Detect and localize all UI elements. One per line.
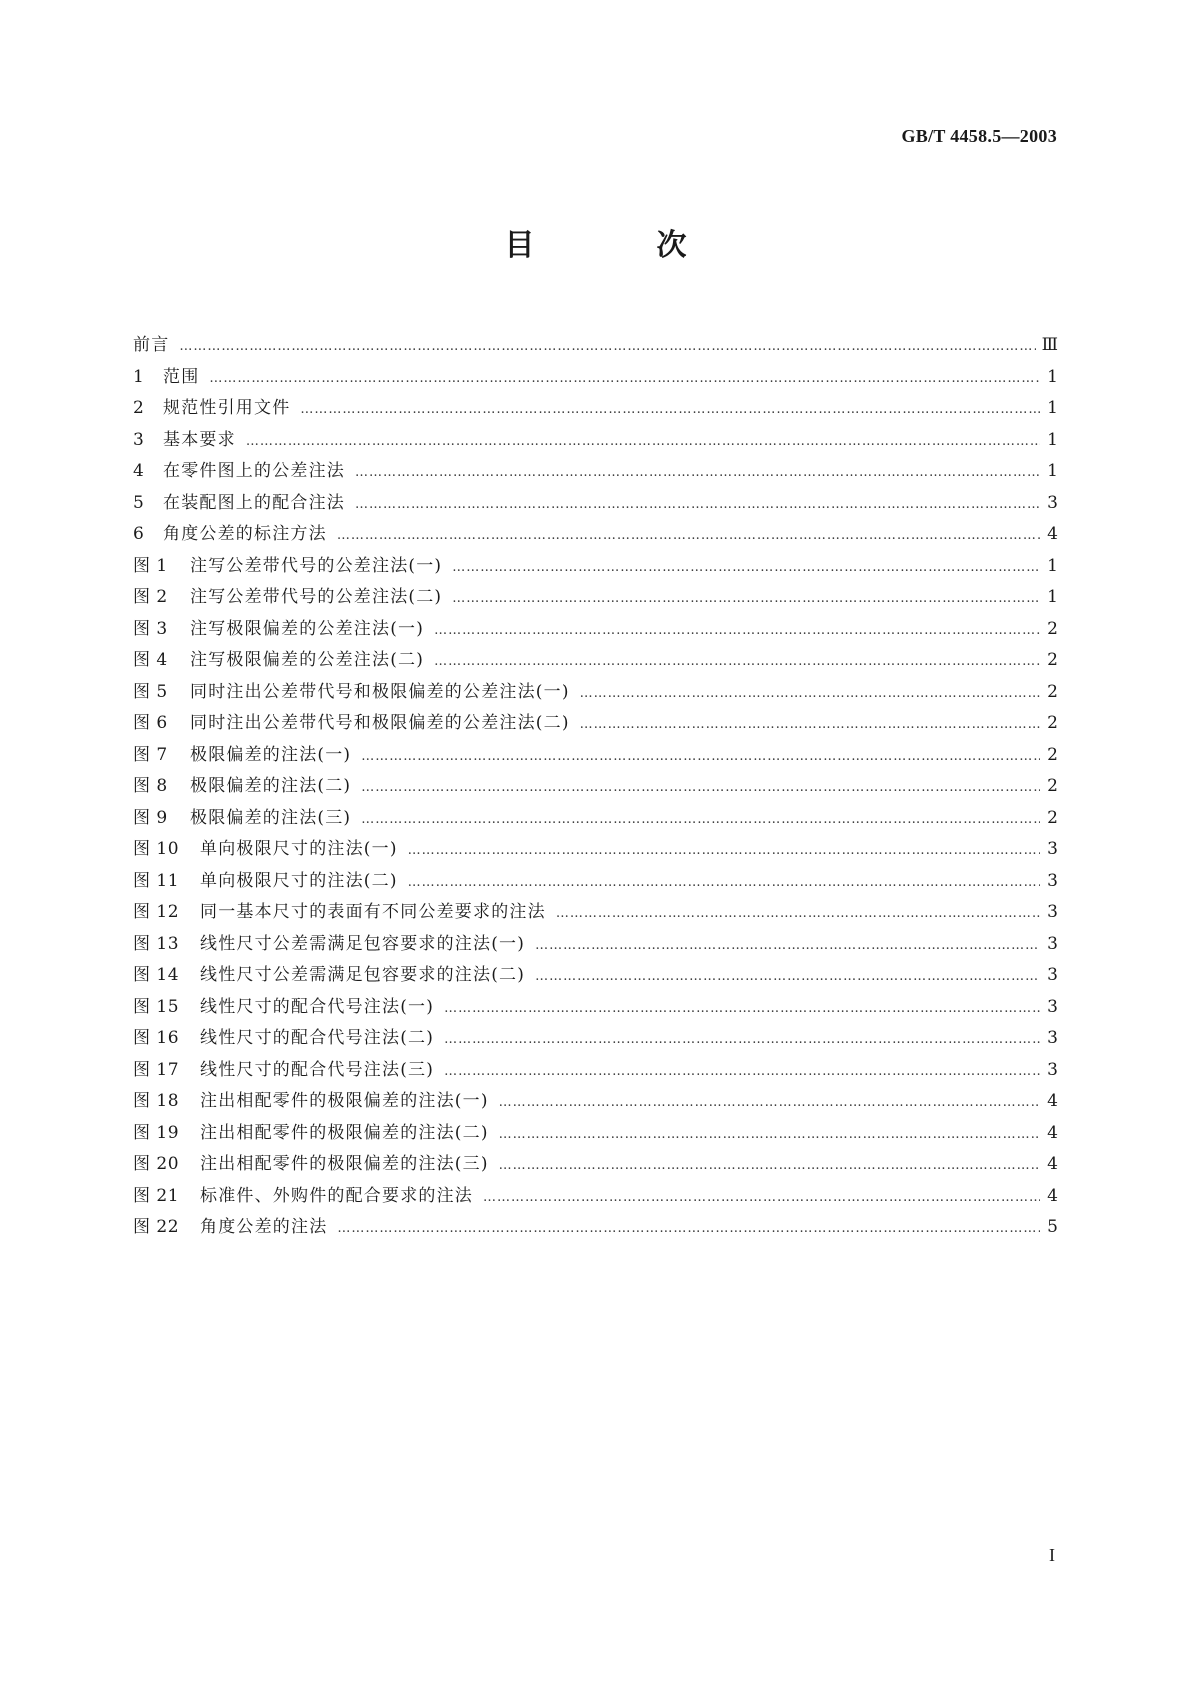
toc-entry[interactable] [133, 582, 1058, 614]
toc-entry-title: 线性尺寸公差需满足包容要求的注法(二) [200, 965, 526, 985]
toc-entry-title: 同一基本尺寸的表面有不同公差要求的注法 [200, 902, 546, 922]
toc-entry-page: 3 [1047, 965, 1058, 985]
toc-dot-leader [499, 1087, 1040, 1119]
toc-entry-page: 1 [1047, 555, 1058, 576]
toc-entry-number: 图 19 [133, 1122, 180, 1143]
toc-entry-page: 3 [1047, 839, 1058, 859]
toc-entry[interactable] [133, 960, 1058, 992]
toc-entry[interactable] [133, 1086, 1058, 1118]
toc-entry-title: 注出相配零件的极限偏差的注法(二) [200, 1122, 489, 1143]
toc-entry-number: 2 [133, 398, 145, 418]
toc-entry-page: 2 [1047, 681, 1058, 702]
toc-entry-number: 图 21 [133, 1185, 180, 1206]
toc-dot-leader [361, 772, 1040, 804]
toc-entry-number: 图 14 [133, 965, 180, 985]
toc-entry-page: 2 [1047, 650, 1058, 670]
page-number: I [1049, 1545, 1055, 1565]
toc-entry-title: 注写极限偏差的公差注法(二) [190, 650, 425, 670]
toc-entry-number: 4 [133, 461, 145, 481]
toc-entry-number: 图 9 [133, 807, 168, 828]
toc-entry[interactable] [133, 834, 1058, 866]
page-title: 目 次 [504, 228, 733, 263]
toc-entry-title: 前言 [133, 335, 170, 355]
toc-entry-title: 规范性引用文件 [163, 398, 291, 418]
toc-entry-title: 标准件、外购件的配合要求的注法 [200, 1185, 473, 1206]
toc-entry-page: 4 [1047, 1185, 1058, 1206]
toc-entry[interactable] [133, 330, 1058, 362]
toc-entry-page: 1 [1047, 366, 1058, 387]
toc-entry-number: 图 4 [133, 650, 168, 670]
toc-entry-title: 单向极限尺寸的注法(二) [200, 870, 398, 891]
toc-entry-number: 图 15 [133, 996, 180, 1017]
toc-entry[interactable] [133, 551, 1058, 583]
toc-dot-leader [499, 1150, 1040, 1182]
toc-entry-page: 4 [1047, 1154, 1058, 1174]
toc-dot-leader [535, 930, 1040, 962]
toc-entry[interactable] [133, 645, 1058, 677]
toc-entry-number: 图 3 [133, 618, 168, 639]
toc-dot-leader [580, 678, 1040, 710]
toc-entry-page: 2 [1047, 776, 1058, 796]
toc-dot-leader [209, 363, 1040, 395]
toc-entry-page: 5 [1047, 1217, 1058, 1237]
toc-dot-leader [580, 709, 1040, 741]
toc-entry[interactable] [133, 1149, 1058, 1181]
toc-entry-page: 4 [1047, 1122, 1058, 1143]
toc-entry[interactable] [133, 362, 1058, 394]
toc-entry-page: 1 [1047, 587, 1058, 607]
toc-entry[interactable] [133, 1118, 1058, 1150]
toc-entry-number: 图 8 [133, 776, 168, 796]
toc-entry-page: 1 [1047, 461, 1058, 481]
toc-entry-title: 在装配图上的配合注法 [163, 492, 345, 513]
toc-entry-number: 图 10 [133, 839, 180, 859]
toc-entry-page: 3 [1047, 870, 1058, 891]
toc-entry-title: 注写极限偏差的公差注法(一) [190, 618, 425, 639]
toc-entry-page: 2 [1047, 744, 1058, 765]
toc-entry-title: 角度公差的标注方法 [163, 524, 327, 544]
toc-entry[interactable] [133, 488, 1058, 520]
toc-entry[interactable] [133, 771, 1058, 803]
toc-dot-leader [246, 426, 1040, 458]
toc-dot-leader [452, 552, 1040, 584]
toc-entry-title: 同时注出公差带代号和极限偏差的公差注法(一) [190, 681, 570, 702]
toc-entry-title: 注出相配零件的极限偏差的注法(三) [200, 1154, 489, 1174]
toc-dot-leader [361, 804, 1040, 836]
toc-entry-page: 4 [1047, 524, 1058, 544]
toc-entry-title: 极限偏差的注法(一) [190, 744, 352, 765]
table-of-contents [133, 330, 1058, 1244]
toc-entry-title: 角度公差的注法 [200, 1217, 328, 1237]
toc-entry-title: 基本要求 [163, 429, 236, 450]
toc-entry-number: 5 [133, 492, 145, 513]
toc-entry-number: 图 11 [133, 870, 180, 891]
toc-entry-page: 2 [1047, 713, 1058, 733]
toc-dot-leader [337, 1213, 1040, 1245]
toc-entry-title: 单向极限尺寸的注法(一) [200, 839, 398, 859]
toc-entry-title: 注出相配零件的极限偏差的注法(一) [200, 1091, 489, 1111]
toc-entry-number: 图 7 [133, 744, 168, 765]
toc-entry-page: 3 [1047, 902, 1058, 922]
toc-dot-leader [444, 1056, 1040, 1088]
toc-dot-leader [361, 741, 1040, 773]
toc-entry-number: 图 12 [133, 902, 180, 922]
toc-entry-page: 3 [1047, 996, 1058, 1017]
toc-dot-leader [483, 1182, 1040, 1214]
toc-dot-leader [452, 583, 1040, 615]
toc-entry-title: 极限偏差的注法(二) [190, 776, 352, 796]
toc-entry-number: 图 16 [133, 1028, 180, 1048]
toc-entry-page: 3 [1047, 492, 1058, 513]
toc-dot-leader [179, 331, 1035, 363]
toc-entry-title: 线性尺寸公差需满足包容要求的注法(一) [200, 933, 526, 954]
toc-dot-leader [434, 646, 1040, 678]
toc-entry[interactable] [133, 1055, 1058, 1087]
toc-entry[interactable] [133, 519, 1058, 551]
toc-entry[interactable] [133, 740, 1058, 772]
toc-entry-number: 图 6 [133, 713, 168, 733]
toc-dot-leader [408, 835, 1040, 867]
toc-entry[interactable] [133, 992, 1058, 1024]
toc-entry[interactable] [133, 708, 1058, 740]
toc-entry-page: 2 [1047, 618, 1058, 639]
toc-entry-title: 线性尺寸的配合代号注法(三) [200, 1059, 435, 1080]
toc-entry[interactable] [133, 803, 1058, 835]
toc-entry-title: 同时注出公差带代号和极限偏差的公差注法(二) [190, 713, 570, 733]
toc-dot-leader [434, 615, 1040, 647]
toc-entry[interactable] [133, 897, 1058, 929]
toc-dot-leader [556, 898, 1040, 930]
toc-entry-number: 图 13 [133, 933, 180, 954]
toc-dot-leader [535, 961, 1040, 993]
toc-entry-title: 注写公差带代号的公差注法(一) [190, 555, 443, 576]
toc-entry-title: 线性尺寸的配合代号注法(一) [200, 996, 435, 1017]
toc-entry[interactable] [133, 456, 1058, 488]
toc-entry[interactable] [133, 1181, 1058, 1213]
toc-entry-number: 1 [133, 366, 145, 387]
toc-dot-leader [444, 993, 1040, 1025]
toc-dot-leader [337, 520, 1040, 552]
toc-entry[interactable] [133, 1212, 1058, 1244]
toc-entry[interactable] [133, 1023, 1058, 1055]
toc-entry-number: 图 1 [133, 555, 168, 576]
toc-entry-title: 极限偏差的注法(三) [190, 807, 352, 828]
toc-entry-number: 图 18 [133, 1091, 180, 1111]
toc-entry-title: 线性尺寸的配合代号注法(二) [200, 1028, 435, 1048]
toc-entry-number: 3 [133, 429, 145, 450]
toc-entry[interactable] [133, 866, 1058, 898]
toc-dot-leader [355, 457, 1040, 489]
toc-entry-number: 图 20 [133, 1154, 180, 1174]
toc-entry-page: Ⅲ [1041, 335, 1058, 355]
toc-entry-page: 3 [1047, 933, 1058, 954]
toc-entry-title: 范围 [163, 366, 200, 387]
toc-entry[interactable] [133, 425, 1058, 457]
toc-entry-page: 1 [1047, 429, 1058, 450]
toc-entry-number: 图 22 [133, 1217, 180, 1237]
standard-number: GB/T 4458.5—2003 [901, 126, 1057, 146]
toc-dot-leader [444, 1024, 1040, 1056]
toc-entry[interactable] [133, 677, 1058, 709]
toc-entry-page: 3 [1047, 1059, 1058, 1080]
toc-entry-page: 1 [1047, 398, 1058, 418]
toc-entry-number: 图 2 [133, 587, 168, 607]
toc-dot-leader [499, 1119, 1040, 1151]
toc-entry[interactable] [133, 929, 1058, 961]
toc-entry-number: 图 17 [133, 1059, 180, 1080]
toc-dot-leader [300, 394, 1040, 426]
toc-entry-page: 2 [1047, 807, 1058, 828]
toc-entry-number: 6 [133, 524, 145, 544]
toc-dot-leader [408, 867, 1040, 899]
toc-entry-number: 图 5 [133, 681, 168, 702]
toc-entry-title: 注写公差带代号的公差注法(二) [190, 587, 443, 607]
toc-entry[interactable] [133, 614, 1058, 646]
toc-entry-title: 在零件图上的公差注法 [163, 461, 345, 481]
toc-entry-page: 3 [1047, 1028, 1058, 1048]
toc-dot-leader [355, 489, 1040, 521]
toc-entry[interactable] [133, 393, 1058, 425]
toc-entry-page: 4 [1047, 1091, 1058, 1111]
